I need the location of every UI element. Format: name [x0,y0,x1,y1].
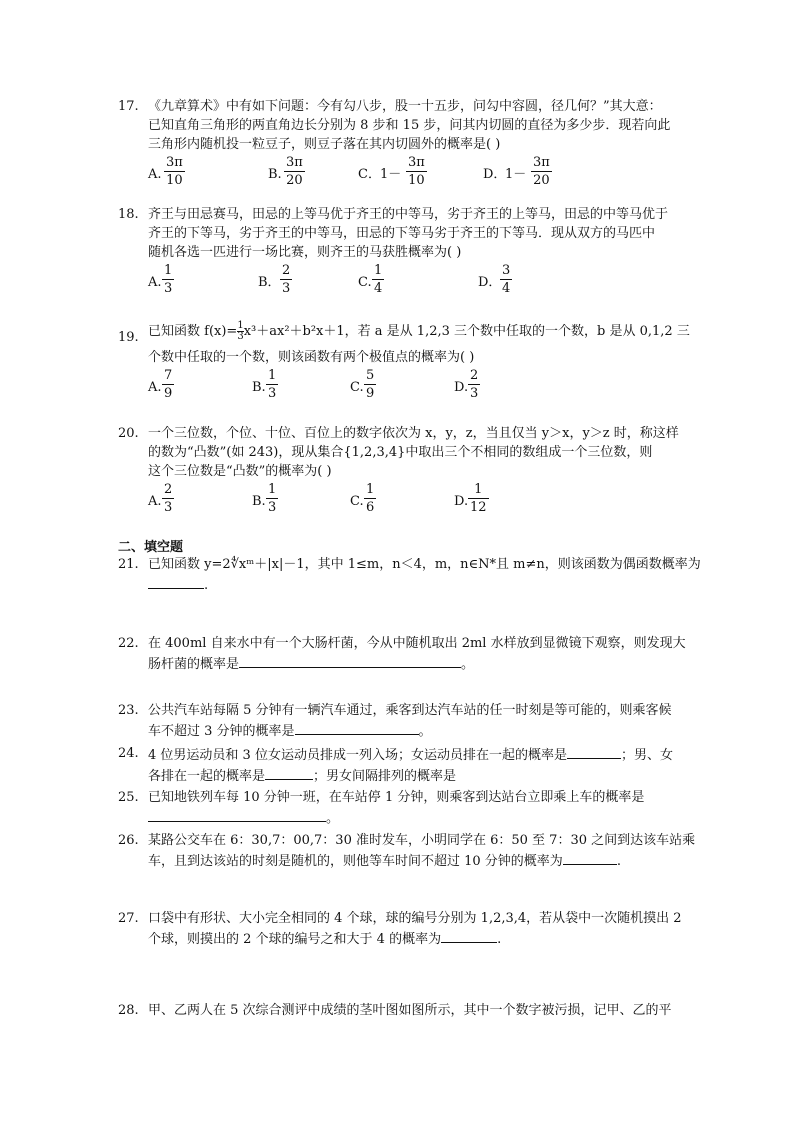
question-text-line: 肠杆菌的概率是 。 [148,653,704,674]
option-fraction: $\frac{2}{3}$ [164,482,173,515]
question-text-line: 个数中任取的一个数，则该函数有两个极值点的概率为( ) [148,350,475,365]
option-label: B. [268,167,282,182]
section-heading: 二、填空题 [118,540,184,555]
question-17 [118,97,704,194]
option-label: B. [252,380,266,395]
option-label: A. [148,380,162,395]
option-fraction: $\frac{3\pi}{10}$ [408,155,425,188]
question-number: 27. [118,911,139,926]
question-21 [118,555,704,595]
question-text-line: 车不超过 3 分钟的概率是 。 [148,720,704,741]
question-23 [118,701,704,741]
question-text-line: 各排在一起的概率是 ；男女间隔排列的概率是 [148,765,704,786]
answer-blank[interactable] [148,807,326,822]
option-fraction: $\frac{1}{3}$ [268,368,277,401]
question-text-line: 已知直角三角形的两直角边长分别为 8 步和 15 步，问其内切圆的直径为多少步．现若向此 [148,118,671,133]
answer-options [148,367,704,407]
question-text-line: 随机各选一匹进行一场比赛，则齐王的马获胜概率为( ) [148,245,462,260]
answer-blank[interactable] [148,574,204,589]
answer-blank[interactable] [441,928,497,943]
question-number: 23. [118,703,139,718]
option-fraction: $\frac{3\pi}{20}$ [533,155,550,188]
option-label: C. [350,380,364,395]
answer-blank[interactable] [567,744,621,759]
question-text-line: 4 位男运动员和 3 位女运动员排成一列入场；女运动员排在一起的概率是 ；男、女 [148,744,704,765]
question-text-line: 某路公交车在 6：30,7：00,7：30 准时发车，小明同学在 6：50 至 7：30 之间到达该车站乘 [148,833,696,848]
option-label: D． [478,275,502,290]
option-fraction: $\frac{3\pi}{10}$ [166,155,183,188]
question-text-line: 一个三位数，个位、十位、百位上的数字依次为 x，y，z，当且仅当 y＞x，y＞z 时，称这样 [148,426,679,441]
answer-options [148,262,704,302]
question-22 [118,634,704,674]
question-text-line: 《九章算术》中有如下问题：今有勾八步，股一十五步，问勾中容圆，径几何？”其大意： [148,99,662,114]
question-27 [118,909,704,949]
option-fraction: $\frac{1}{6}$ [366,482,375,515]
option-fraction: $\frac{3\pi}{20}$ [286,155,303,188]
option-label: A. [148,275,162,290]
question-text-line: 个球，则摸出的 2 个球的编号之和大于 4 的概率为 . [148,928,704,949]
question-text-line: 齐王的下等马，劣于齐王的中等马，田忌的下等马劣于齐王的下等马．现从双方的马匹中 [148,226,656,241]
question-text-line: 这个三位数是“凸数”的概率为( ) [148,464,332,479]
option-fraction: $\frac{2}{3}$ [282,263,291,296]
answer-blank[interactable] [563,850,617,865]
option-label: C． [358,167,381,182]
question-text-line: 车，且到达该站的时刻是随机的，则他等车时间不超过 10 分钟的概率为 . [148,850,704,871]
question-text-line: 甲、乙两人在 5 次综合测评中成绩的茎叶图如图所示，其中一个数字被污损，记甲、乙的平 [148,1003,672,1018]
question-text-line: 在 400ml 自来水中有一个大肠杆菌，今从中随机取出 2ml 水样放到显微镜下观察，则发现大 [148,636,686,651]
option-fraction: $\frac{2}{3}$ [470,368,479,401]
question-number: 18. [118,207,139,222]
option-fraction: $\frac{7}{9}$ [164,368,173,401]
option-label: B. [252,494,266,509]
answer-options [148,154,704,194]
option-fraction: $\frac{1}{3}$ [268,482,277,515]
option-prefix: 1－ [380,167,402,182]
answer-options [148,481,704,521]
question-text-line: 公共汽车站每隔 5 分钟有一辆汽车通过，乘客到达汽车站的任一时刻是等可能的，则乘客候 [148,703,672,718]
option-label: A. [148,494,162,509]
inline-fraction: $\frac{1}{3}$ [237,320,244,342]
option-fraction: $\frac{3}{4}$ [502,263,511,296]
answer-blank[interactable] [295,720,419,735]
question-19 [118,316,704,407]
question-number: 26. [118,833,139,848]
question-25 [118,788,704,828]
question-18 [118,205,704,302]
option-fraction: $\frac{1}{12}$ [470,482,487,515]
question-number: 25. [118,790,139,805]
option-label: A. [148,167,162,182]
question-text-line: 的数为“凸数”(如 243)，现从集合{1,2,3,4}中取出三个不相同的数组成一个三位数，则 [148,445,653,460]
option-fraction: $\frac{1}{3}$ [164,263,173,296]
question-text-line: 齐王与田忌赛马，田忌的上等马优于齐王的中等马，劣于齐王的上等马，田忌的中等马优于 [148,207,669,222]
question-number: 22. [118,636,139,651]
question-number: 19. [118,330,139,345]
question-28 [118,1001,704,1020]
question-number: 24. [118,746,139,761]
question-text-line: 已知地铁列车每 10 分钟一班，在车站停 1 分钟，则乘客到达站台立即乘上车的概率是 [148,790,645,805]
question-text-line: 口袋中有形状、大小完全相同的 4 个球，球的编号分别为 1,2,3,4，若从袋中一次随机摸出 2 [148,911,682,926]
option-fraction: $\frac{5}{9}$ [366,368,375,401]
option-prefix: 1－ [505,167,527,182]
question-number: 28. [118,1003,139,1018]
option-label: D． [483,167,507,182]
question-text-line: 三角形内随机投一粒豆子，则豆子落在其内切圆外的概率是( ) [148,137,501,152]
answer-blank[interactable] [239,653,461,668]
option-label: C. [350,494,364,509]
question-20 [118,424,704,521]
option-label: D. [454,380,469,395]
question-number: 20. [118,426,139,441]
question-text-line: 已知函数 y=2∜xᵐ＋|x|－1，其中 1≤m，n＜4，m，n∈N*且 m≠n，则该函数为偶函数概率为 [148,557,701,572]
question-number: 21. [118,557,139,572]
question-24 [118,744,704,786]
question-text-line: 已知函数 f(x)= $\frac{1}{3}$ x³＋ax²＋b²x＋1，若 a 是从 1,2,3 三个数中任取的一个数，b 是从 0,1,2 三 [148,320,690,342]
question-number: 17. [118,99,139,114]
answer-blank[interactable] [265,765,313,780]
option-label: D. [454,494,469,509]
question-text-line: . [148,574,704,595]
option-label: B． [258,275,281,290]
option-label: C. [358,275,372,290]
question-text-line: 。 [148,807,704,828]
option-fraction: $\frac{1}{4}$ [374,263,383,296]
question-26 [118,831,704,871]
